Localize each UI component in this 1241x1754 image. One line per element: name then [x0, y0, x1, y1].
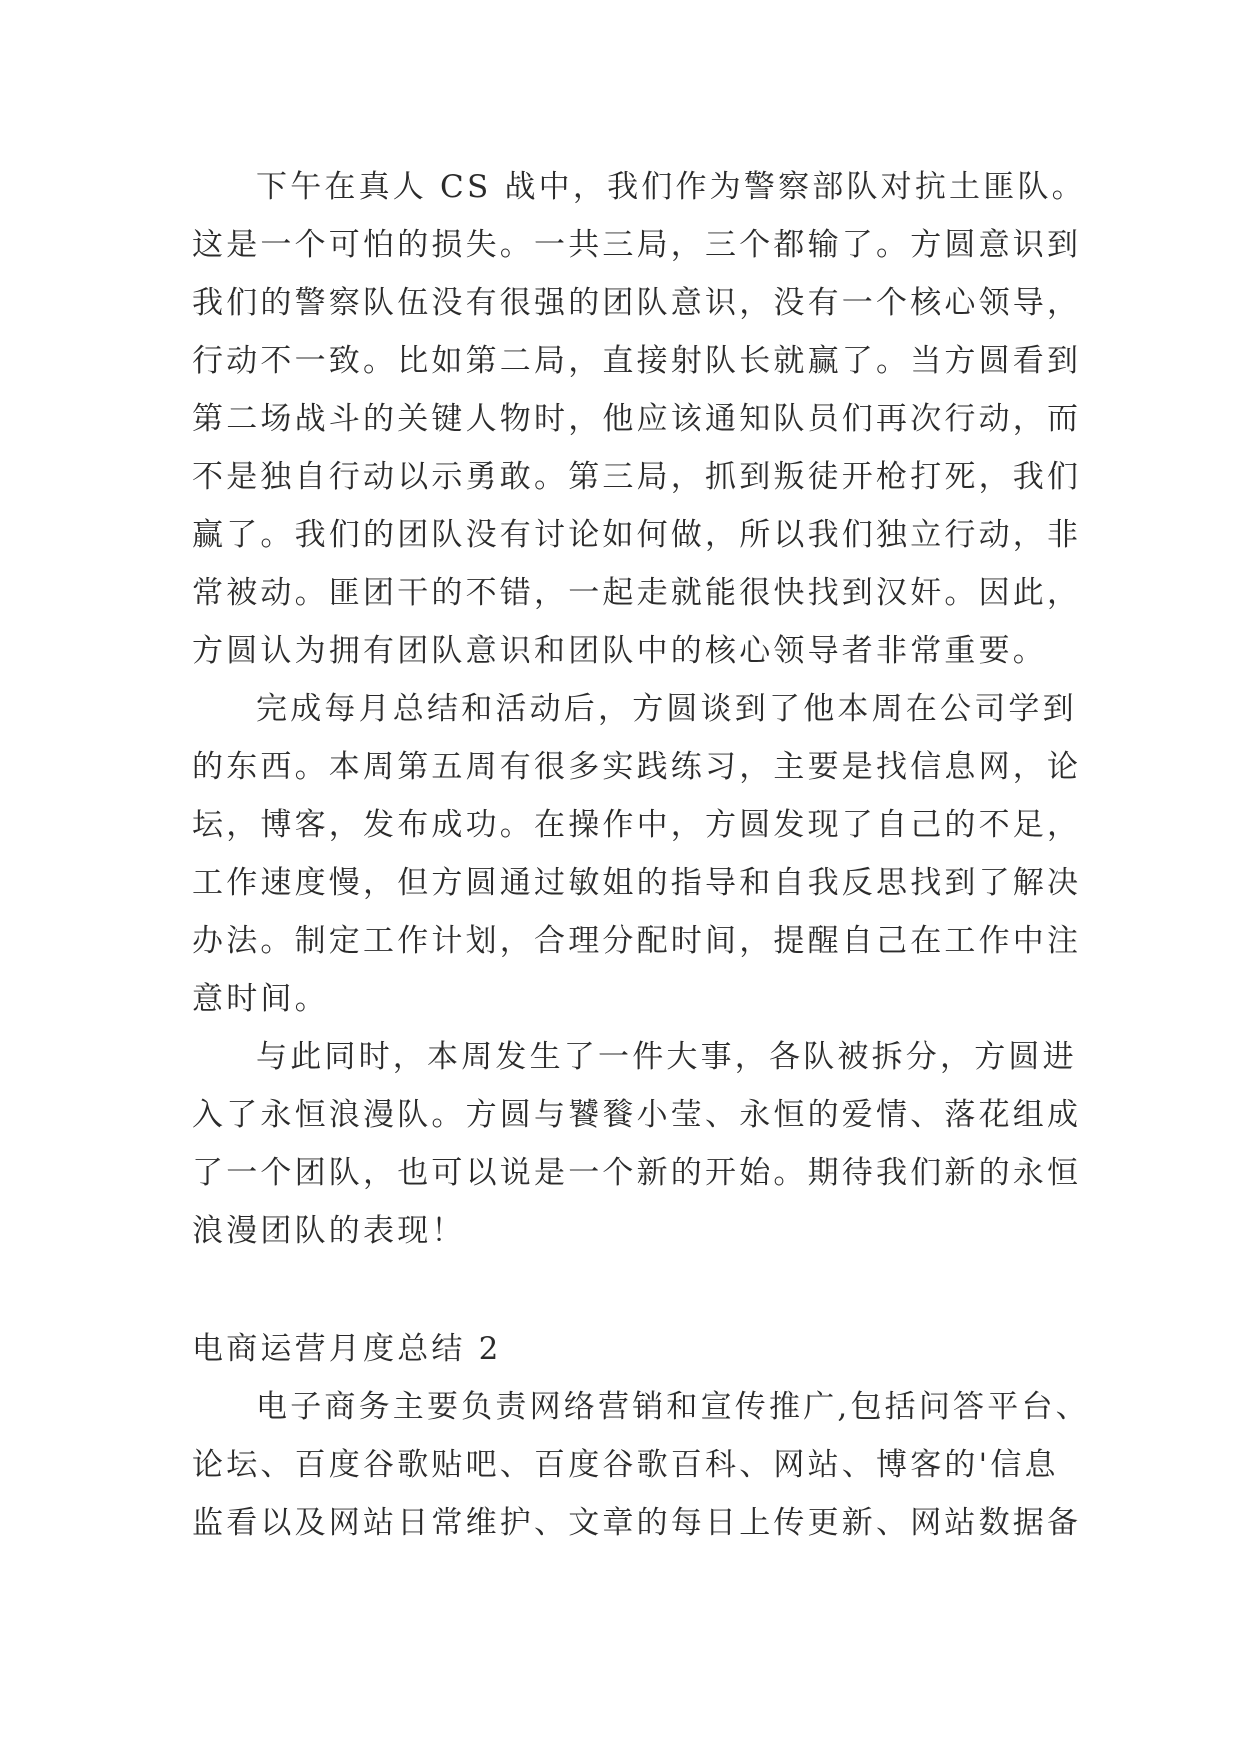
paragraph-line: 方圆认为拥有团队意识和团队中的核心领导者非常重要。: [192, 633, 1047, 669]
paragraph-line: 与此同时，本周发生了一件大事，各队被拆分，方圆进: [256, 1039, 1077, 1075]
paragraph-line: 下午在真人 CS 战中，我们作为警察部队对抗土匪队。: [256, 169, 1086, 205]
paragraph-line: 我们的警察队伍没有很强的团队意识，没有一个核心领导，: [192, 285, 1082, 321]
paragraph-line: 论坛、百度谷歌贴吧、百度谷歌百科、网站、博客的'信息: [192, 1447, 1059, 1483]
paragraph-line: 意时间。: [192, 981, 329, 1017]
paragraph-cs-battle: [192, 158, 1086, 680]
paragraph-line: 电子商务主要负责网络营销和宣传推广,包括问答平台、: [256, 1389, 1090, 1425]
paragraph-line: 的东西。本周第五周有很多实践练习，主要是找信息网，论: [192, 749, 1082, 785]
paragraph-line: 第二场战斗的关键人物时，他应该通知队员们再次行动，而: [192, 401, 1082, 437]
paragraph-line: 不是独自行动以示勇敢。第三局，抓到叛徒开枪打死，我们: [192, 459, 1082, 495]
paragraph-line: 常被动。匪团干的不错，一起走就能很快找到汉奸。因此，: [192, 575, 1082, 611]
paragraph-weekly-learning: [192, 680, 1082, 1028]
paragraph-ecommerce-duties: [192, 1378, 1090, 1552]
paragraph-line: 坛，博客，发布成功。在操作中，方圆发现了自己的不足，: [192, 807, 1082, 843]
paragraph-line: 了一个团队，也可以说是一个新的开始。期待我们新的永恒: [192, 1155, 1082, 1191]
paragraph-line: 浪漫团队的表现！: [192, 1213, 466, 1249]
paragraph-line: 赢了。我们的团队没有讨论如何做，所以我们独立行动，非: [192, 517, 1082, 553]
paragraph-line: 完成每月总结和活动后，方圆谈到了他本周在公司学到: [256, 691, 1077, 727]
section-heading: 电商运营月度总结 2: [192, 1331, 502, 1367]
section-spacer: [192, 1260, 1059, 1320]
paragraph-line: 入了永恒浪漫队。方圆与饕餮小莹、永恒的爱情、落花组成: [192, 1097, 1082, 1133]
paragraph-team-change: [192, 1028, 1082, 1260]
paragraph-line: 监看以及网站日常维护、文章的每日上传更新、网站数据备: [192, 1505, 1082, 1541]
paragraph-line: 工作速度慢，但方圆通过敏姐的指导和自我反思找到了解决: [192, 865, 1082, 901]
paragraph-line: 这是一个可怕的损失。一共三局，三个都输了。方圆意识到: [192, 227, 1082, 263]
paragraph-line: 办法。制定工作计划，合理分配时间，提醒自己在工作中注: [192, 923, 1082, 959]
paragraph-line: 行动不一致。比如第二局，直接射队长就赢了。当方圆看到: [192, 343, 1082, 379]
document-body: [192, 158, 1090, 1552]
